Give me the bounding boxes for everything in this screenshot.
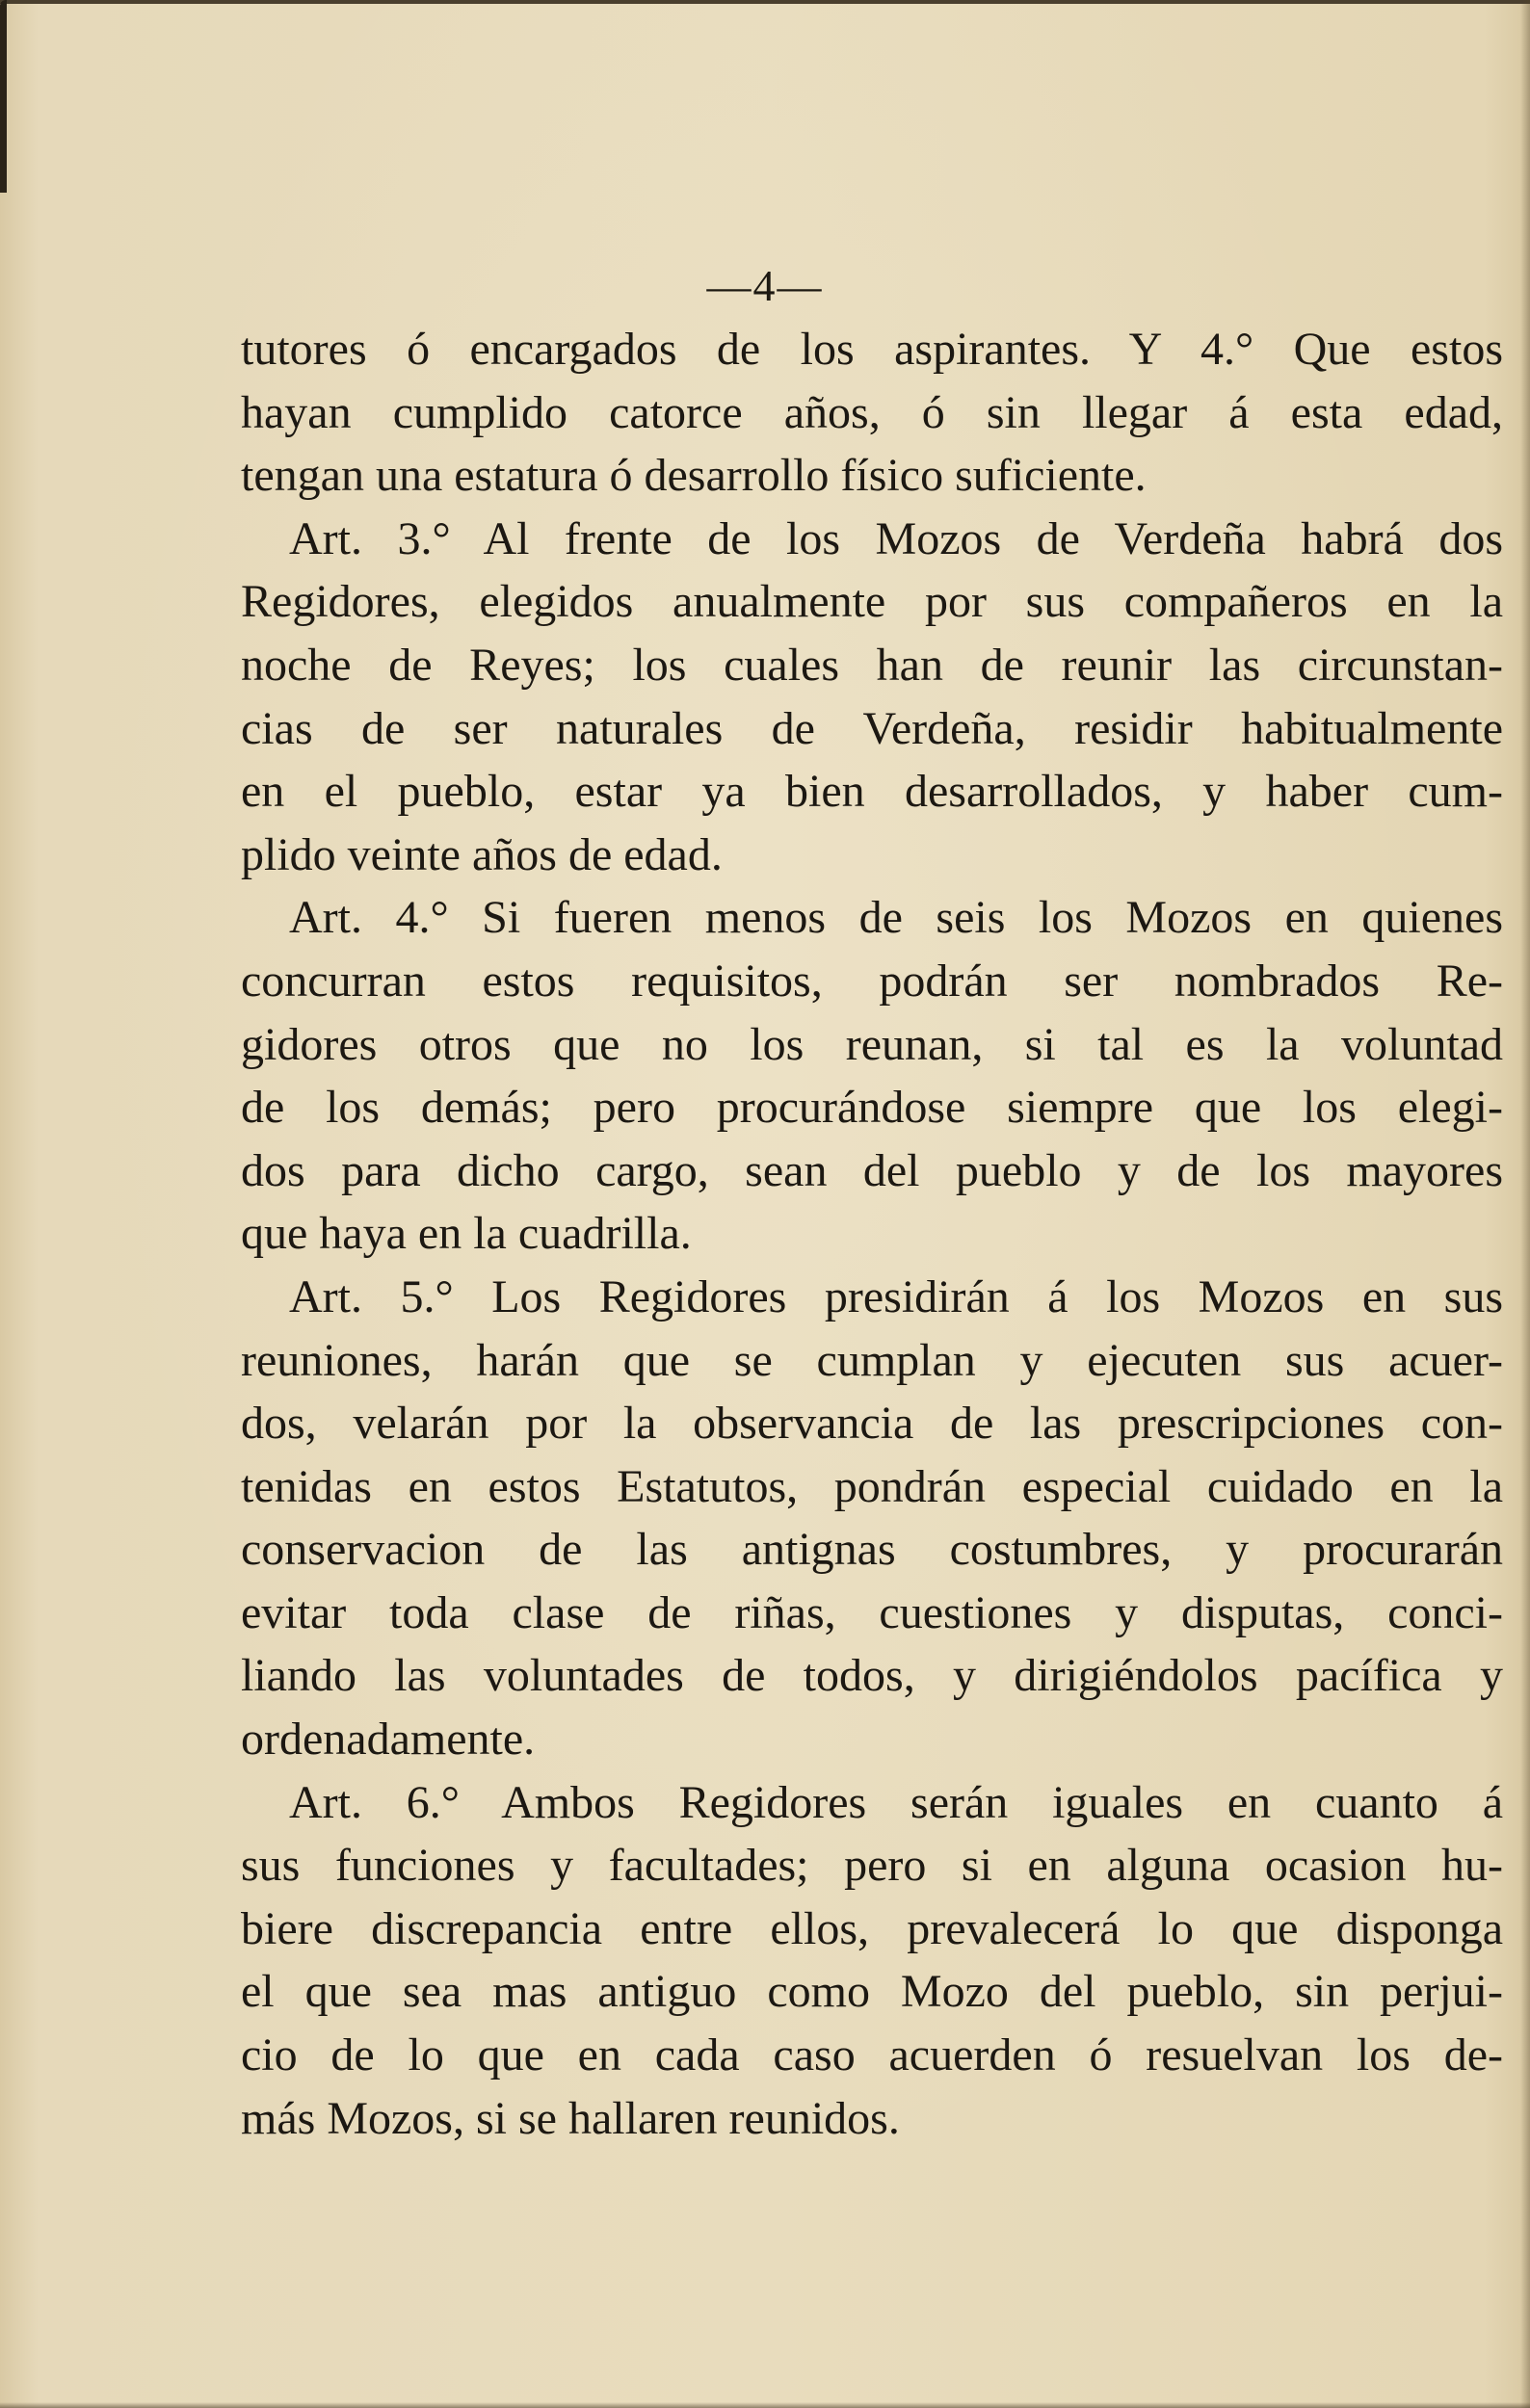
text-line: de los demás; pero procurándose siempre que los elegi- [241, 1082, 1503, 1134]
text-line: dos, velarán por la observancia de las prescripciones con- [241, 1398, 1503, 1450]
text-line: noche de Reyes; los cuales han de reunir las circunstan- [241, 639, 1503, 691]
text-line: tenidas en estos Estatutos, pondrán especial cuidado en la [241, 1460, 1503, 1512]
page-bottom-edge [0, 2402, 1530, 2408]
text-line: Art. 6.° Ambos Regidores serán iguales en cuanto á [289, 1776, 1503, 1828]
text-line: hayan cumplido catorce años, ó sin llegar á esta edad, [241, 386, 1503, 438]
text-line: gidores otros que no los reunan, si tal es la voluntad [241, 1018, 1503, 1070]
page-right-shadow [1520, 0, 1530, 2408]
text-line: Art. 3.° Al frente de los Mozos de Verdeña habrá dos [289, 512, 1503, 564]
text-line: que haya en la cuadrilla. [241, 1208, 692, 1260]
text-line: cio de lo que en cada caso acuerden ó resuelvan los de- [241, 2029, 1503, 2081]
text-line: Art. 4.° Si fueren menos de seis los Mozos en quienes [289, 892, 1503, 944]
text-line: cias de ser naturales de Verdeña, residir habitualmente [241, 702, 1503, 754]
text-line: tengan una estatura ó desarrollo físico suficiente. [241, 450, 1147, 502]
body-text [241, 318, 1503, 2150]
text-line: reuniones, harán que se cumplan y ejecuten sus acuer- [241, 1334, 1503, 1386]
page-left-edge [0, 0, 7, 193]
text-line: el que sea mas antiguo como Mozo del pueblo, sin perjui- [241, 1966, 1503, 2018]
text-line: evitar toda clase de riñas, cuestiones y disputas, conci- [241, 1586, 1503, 1638]
text-line: Art. 5.° Los Regidores presidirán á los Mozos en sus [289, 1270, 1503, 1322]
text-line: plido veinte años de edad. [241, 828, 723, 880]
text-line: liando las voluntades de todos, y dirigiéndolos pacífica y [241, 1650, 1503, 1702]
text-line: sus funciones y facultades; pero si en alguna ocasion hu- [241, 1840, 1503, 1892]
page-number: —4— [706, 261, 824, 310]
text-line: concurran estos requisitos, podrán ser nombrados Re- [241, 955, 1503, 1007]
text-line: dos para dicho cargo, sean del pueblo y de los mayores [241, 1144, 1503, 1196]
text-line: en el pueblo, estar ya bien desarrollados, y haber cum- [241, 766, 1503, 818]
text-line: tutores ó encargados de los aspirantes. Y 4.° Que estos [241, 324, 1503, 375]
text-line: biere discrepancia entre ellos, prevalecerá lo que disponga [241, 1902, 1503, 1954]
text-line: conservacion de las antignas costumbres, y procurarán [241, 1524, 1503, 1576]
text-line: Regidores, elegidos anualmente por sus compañeros en la [241, 576, 1503, 628]
text-line: más Mozos, si se hallaren reunidos. [241, 2092, 900, 2144]
text-line: ordenadamente. [241, 1714, 536, 1766]
page-top-edge [0, 0, 1530, 4]
